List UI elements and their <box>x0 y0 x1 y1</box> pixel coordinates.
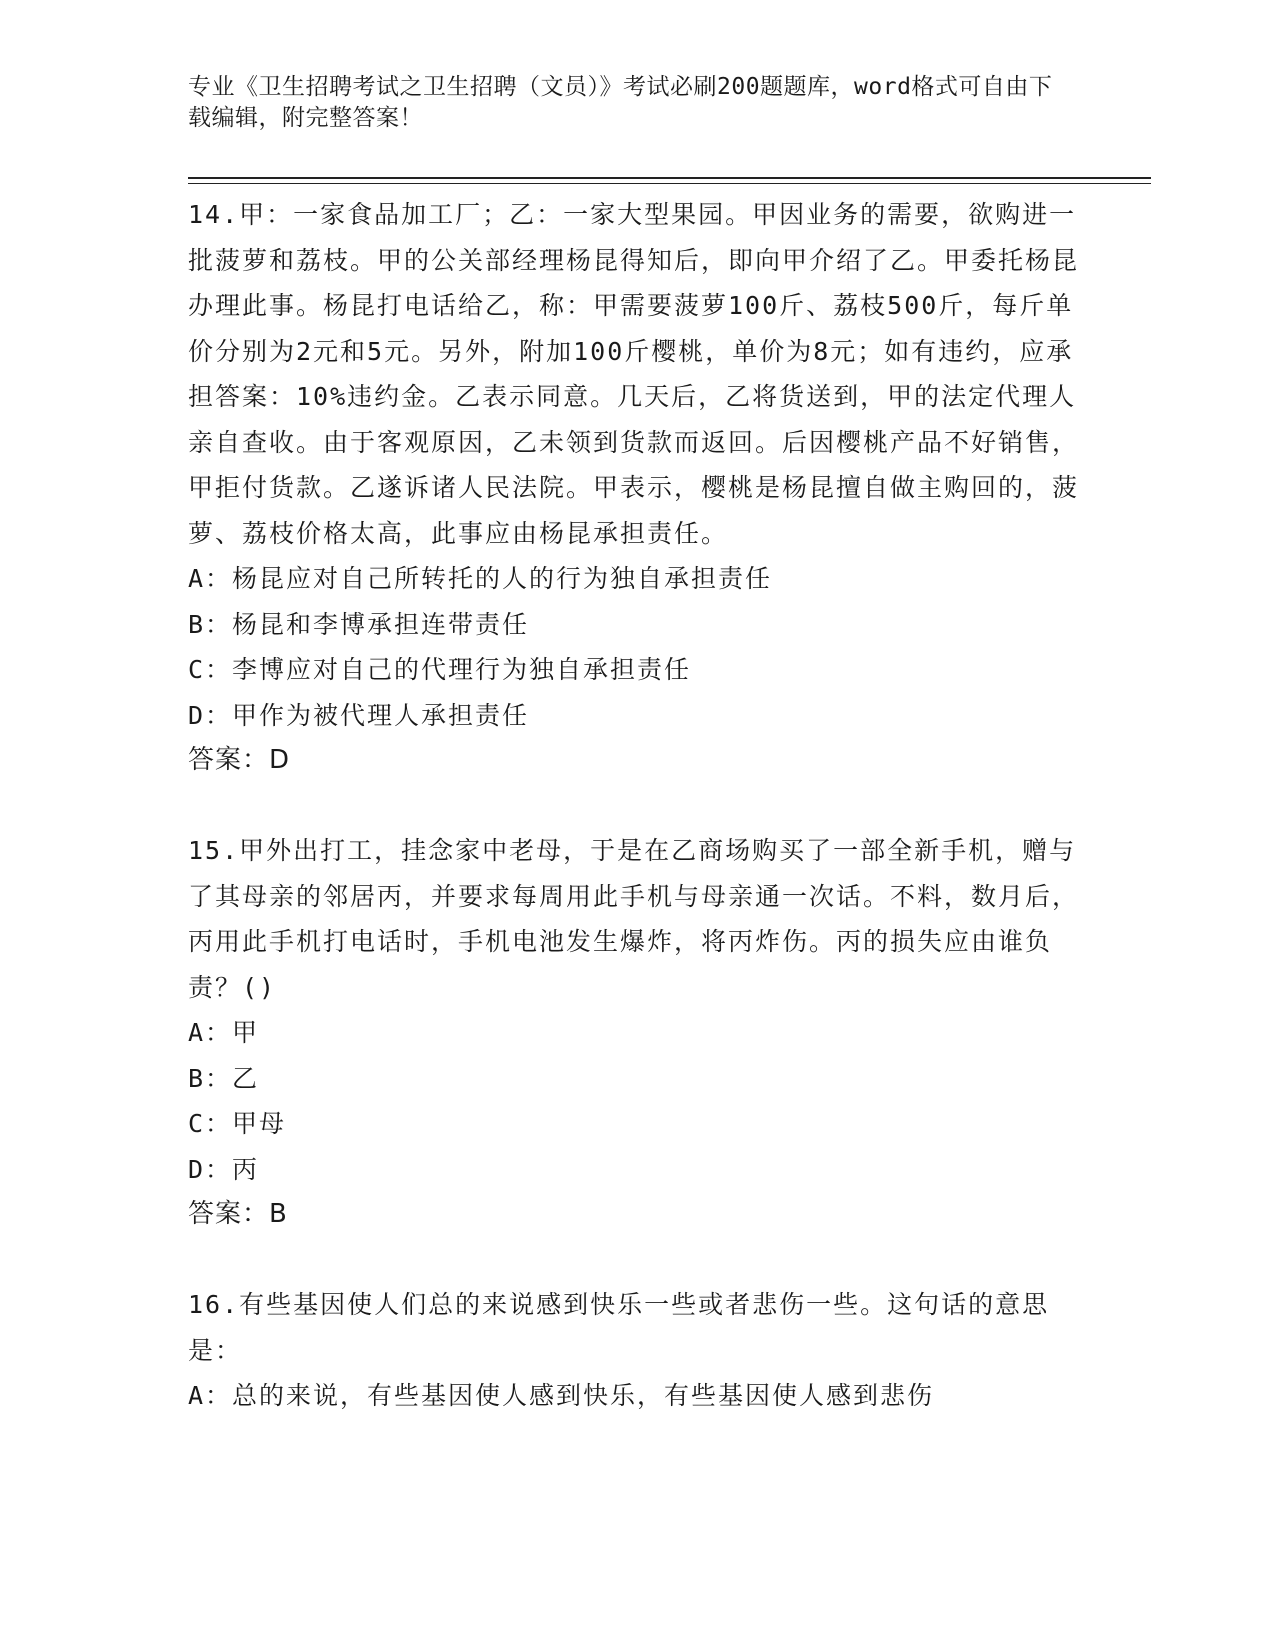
answer-line: 答案：D <box>188 745 291 775</box>
question-stem: 15.甲外出打工，挂念家中老母，于是在乙商场购买了一部全新手机，赠与了其母亲的邻居丙，并要求每周用此手机与母亲通一次话。不料，数月后，丙用此手机打电话时，手机电池发生爆炸，将丙炸伤。丙的损失应由谁负责？() <box>188 836 1080 1002</box>
document-header: 专业《卫生招聘考试之卫生招聘（文员）》考试必刷200题题库，word格式可自由下载编辑，附完整答案！ <box>188 74 1053 131</box>
question-spacer <box>188 1237 1088 1282</box>
option-a: A：杨昆应对自己所转托的人的行为独自承担责任 <box>188 564 773 593</box>
option-a: A：甲 <box>188 1018 260 1047</box>
option-b: B：杨昆和李博承担连带责任 <box>188 609 530 639</box>
question-stem: 14.甲：一家食品加工厂；乙：一家大型果园。甲因业务的需要，欲购进一批菠萝和荔枝。甲的公关部经理杨昆得知后，即向甲介绍了乙。甲委托杨昆办理此事。杨昆打电话给乙，称：甲需要菠萝100斤、荔枝500斤，每斤单价分别为2元和5元。另外，附加100斤樱桃，单价为8元；如有违约，应承担答案：10%违约金。乙表示同意。几天后，乙将货送到，甲的法定代理人亲自查收。由于客观原因，乙未领到货款而返回。后因樱桃产品不好销售，甲拒付货款。乙遂诉诸人民法院。甲表示，樱桃是杨昆擅自做主购回的，菠萝、荔枝价格太高，此事应由杨昆承担责任。 <box>188 200 1080 548</box>
header-rule-thin <box>188 183 1151 184</box>
option-b: B：乙 <box>188 1063 260 1093</box>
header-rule-thick <box>188 177 1151 179</box>
question-list <box>188 192 1088 1419</box>
question-15 <box>188 828 1088 1237</box>
question-14 <box>188 192 1088 783</box>
answer-line: 答案：B <box>188 1199 288 1229</box>
option-a: A：总的来说，有些基因使人感到快乐，有些基因使人感到悲伤 <box>188 1381 935 1410</box>
option-c: C：甲母 <box>188 1109 287 1138</box>
question-16 <box>188 1282 1088 1419</box>
option-c: C：李博应对自己的代理行为独自承担责任 <box>188 655 692 684</box>
question-spacer <box>188 783 1088 828</box>
question-stem: 16.有些基因使人们总的来说感到快乐一些或者悲伤一些。这句话的意思是： <box>188 1290 1050 1365</box>
option-d: D：甲作为被代理人承担责任 <box>188 700 530 730</box>
option-d: D：丙 <box>188 1154 260 1184</box>
